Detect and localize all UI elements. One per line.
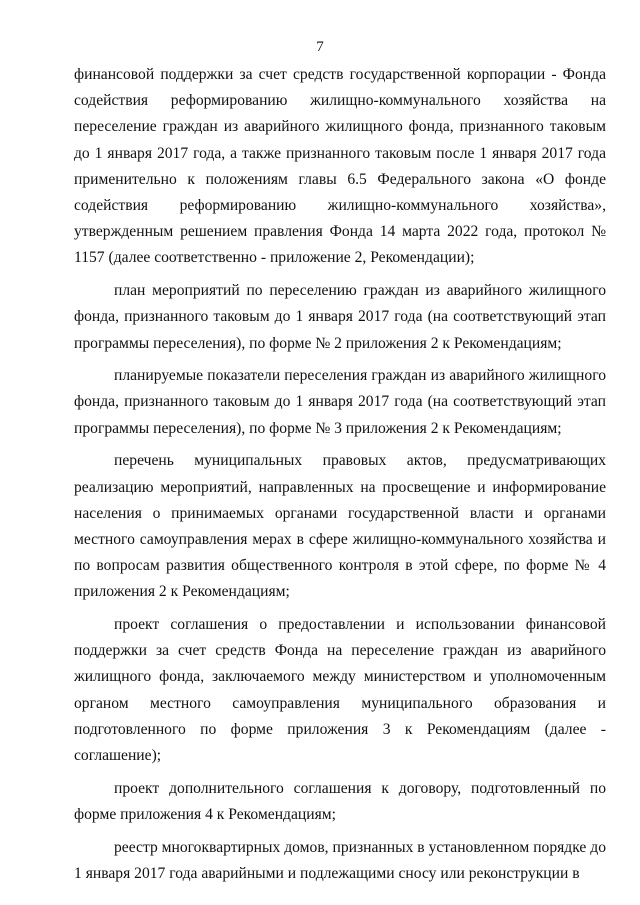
- paragraph-draft-agreement: проект соглашения о предоставлении и использовании финансовой поддержки за счет средств Фонда на переселение граждан из аварийного жилищного фонда, заключаемого между министерством и уполномоченным органом местного самоуправления муниципального образования и подготовленного по форме приложения 3 к Рекомендациям (далее - соглашение);: [74, 616, 606, 765]
- paragraph-additional-agreement: проект дополнительного соглашения к договору, подготовленный по форме приложения 4 к Рекомендациям;: [74, 779, 606, 823]
- page-number: 7: [316, 39, 324, 55]
- paragraph-continuation: финансовой поддержки за счет средств государственной корпорации - Фонда содействия реформированию жилищно-коммунального хозяйства на переселение граждан из аварийного жилищного фонда, признанного таковым до 1 января 2017 года, а также признанного таковым после 1 января 2017 года применительно к положениям главы 6.5 Федерального закона «О фонде содействия реформированию жилищно-коммунального хозяйства», утвержденным решением правления Фонда 14 марта 2022 года, протокол № 1157 (далее соответственно - приложение 2, Рекомендации);: [74, 66, 606, 267]
- document-body: [74, 62, 606, 894]
- paragraph-planned-indicators: планируемые показатели переселения граждан из аварийного жилищного фонда, признанного таковым до 1 января 2017 года (на соответствующий этап программы переселения), по форме № 3 приложения 2 к Рекомендациям;: [74, 367, 606, 437]
- paragraph-register-of-buildings: реестр многоквартирных домов, признанных в установленном порядке до 1 января 2017 года аварийными и подлежащими сносу или реконструкции в: [74, 838, 606, 882]
- paragraph-municipal-acts-list: перечень муниципальных правовых актов, предусматривающих реализацию мероприятий, направленных на просвещение и информирование населения о принимаемых органами государственной власти и органами местного самоуправления мерах в сфере жилищно-коммунального хозяйства и по вопросам развития общественного контроля в этой сфере, по форме № 4 приложения 2 к Рекомендациям;: [74, 452, 606, 601]
- paragraph-resettlement-plan: план мероприятий по переселению граждан из аварийного жилищного фонда, признанного таковым до 1 января 2017 года (на соответствующий этап программы переселения), по форме № 2 приложения 2 к Рекомендациям;: [74, 282, 606, 352]
